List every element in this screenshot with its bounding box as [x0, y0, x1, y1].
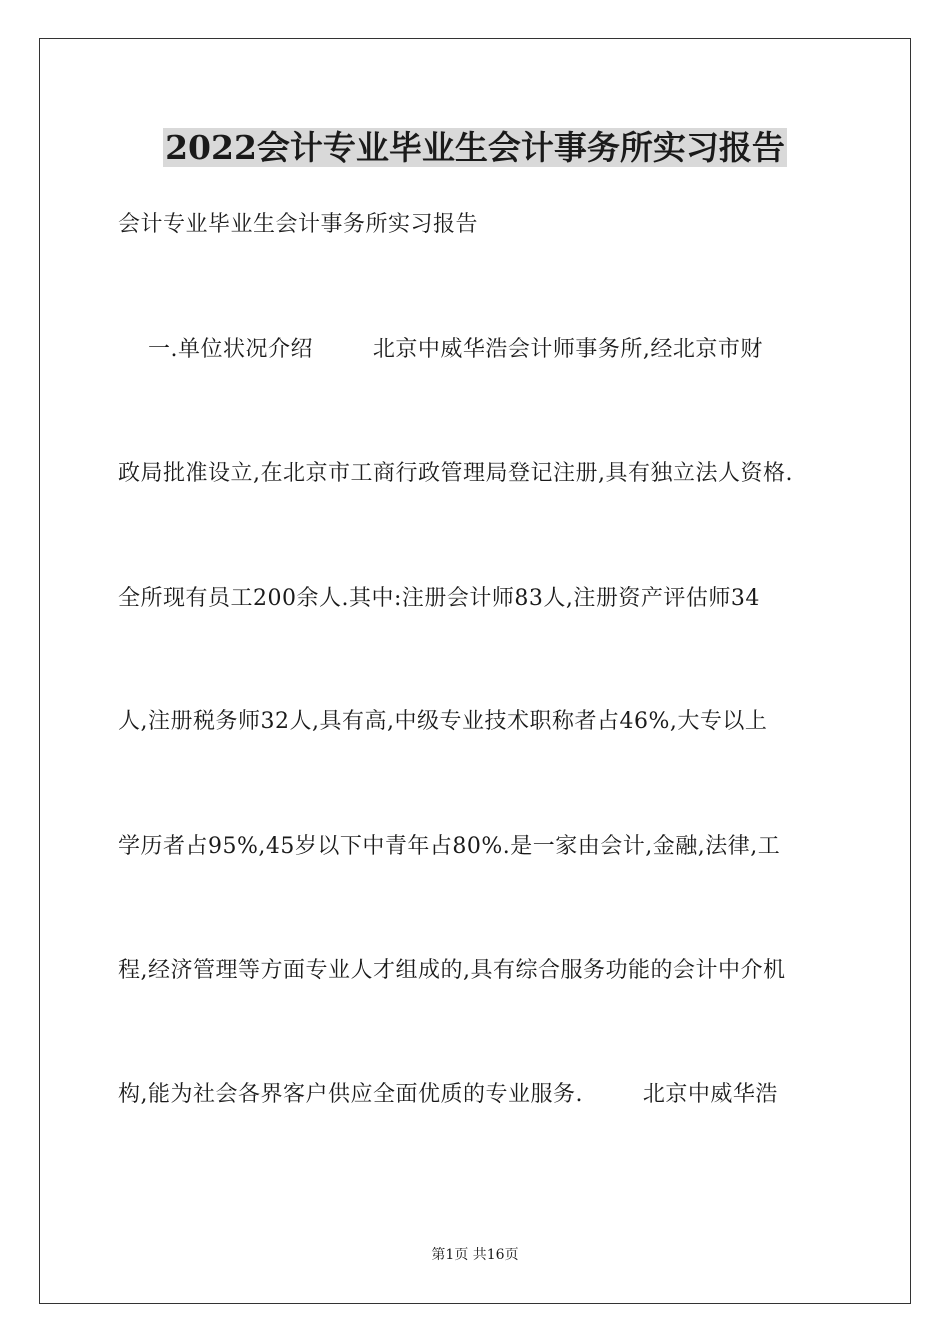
body-line: 构,能为社会各界客户供应全面优质的专业服务. 北京中威华浩: [118, 1082, 778, 1107]
page-footer: 第1页 共16页: [431, 1247, 519, 1263]
body-line: 程,经济管理等方面专业人才组成的,具有综合服务功能的会计中介机: [118, 958, 786, 983]
body-line: 全所现有员工200余人.其中:注册会计师83人,注册资产评估师34: [118, 586, 760, 611]
body-line: 政局批准设立,在北京市工商行政管理局登记注册,具有独立法人资格.: [118, 461, 793, 486]
body-line: 学历者占95%,45岁以下中青年占80%.是一家由会计,金融,法律,工: [118, 834, 781, 859]
body-line: 会计专业毕业生会计事务所实习报告: [118, 212, 479, 237]
document-title: [0, 124, 950, 172]
body-line: 人,注册税务师32人,具有高,中级专业技术职称者占46%,大专以上: [118, 709, 768, 734]
document-title-text: 2022会计专业毕业生会计事务所实习报告: [165, 128, 785, 167]
body-line: 一.单位状况介绍 北京中威华浩会计师事务所,经北京市财: [118, 337, 763, 362]
